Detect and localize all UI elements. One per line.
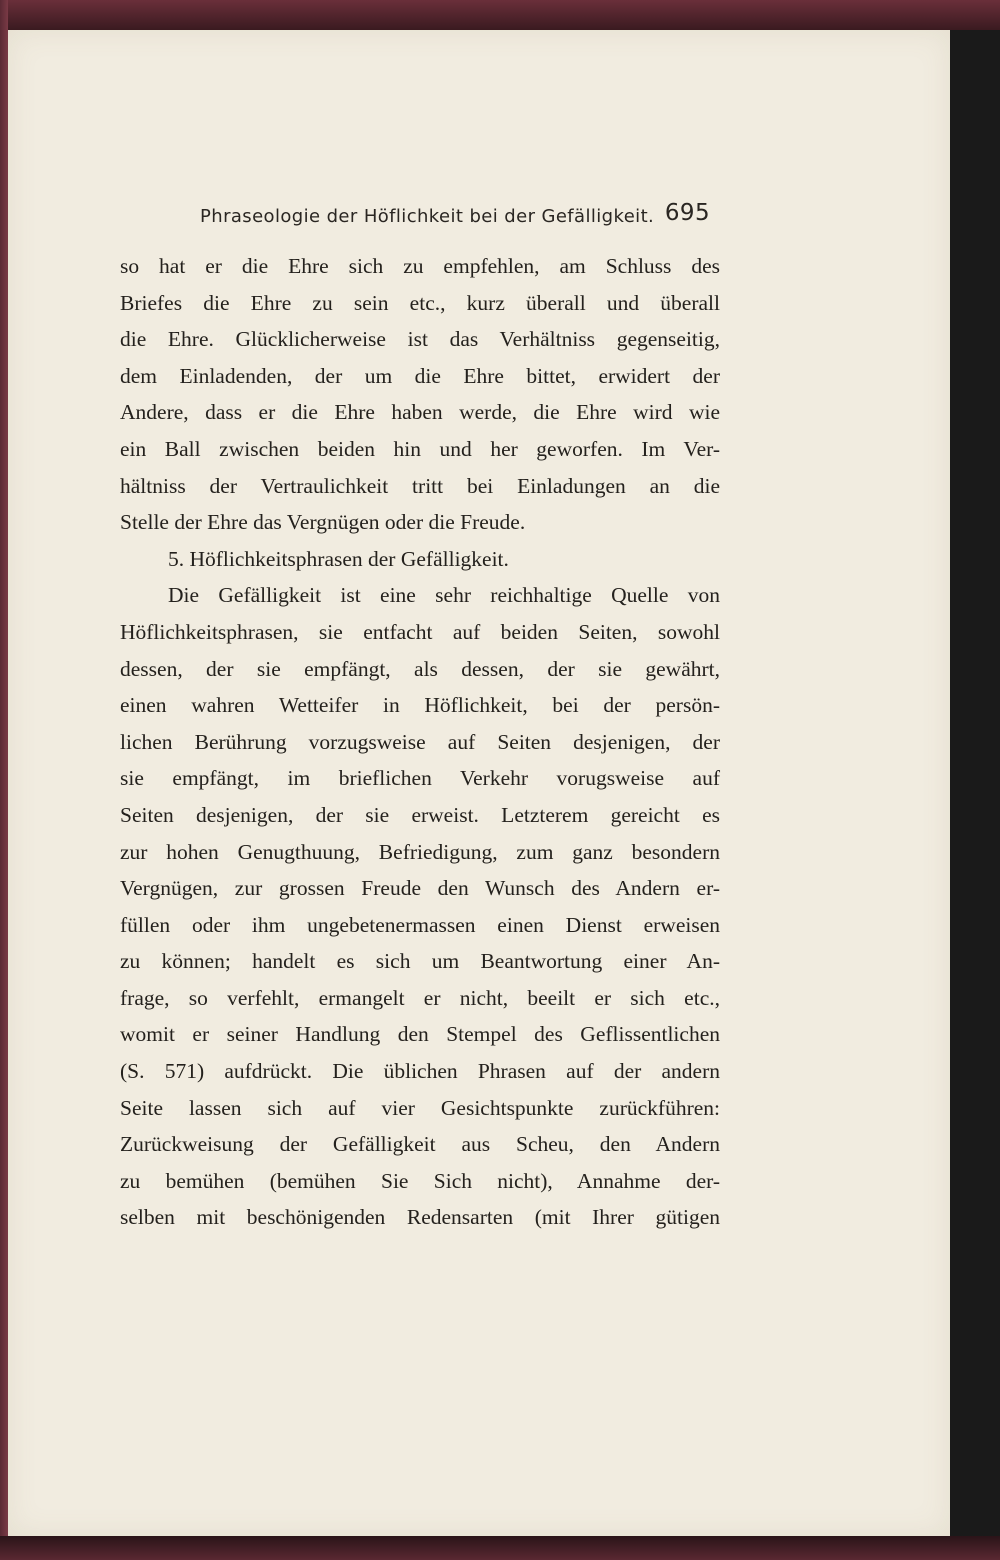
- section-heading: 5. Höflichkeitsphrasen der Gefälligkeit.: [168, 546, 509, 571]
- text-line: füllen oder ihm ungebetenermassen einen Dienst erweisen: [120, 912, 720, 937]
- text-line: Briefes die Ehre zu sein etc., kurz überall und überall: [120, 290, 720, 315]
- running-head-title: Phraseologie der Höflichkeit bei der Gefälligkeit.: [200, 206, 655, 227]
- text-line: womit er seiner Handlung den Stempel des Geflissentlichen: [120, 1022, 720, 1047]
- text-line: zur hohen Genugthuung, Befriedigung, zum ganz besondern: [120, 839, 720, 864]
- text-line: einen wahren Wetteifer in Höflichkeit, bei der persön-: [120, 693, 720, 718]
- book-cover-top-edge: [0, 0, 1000, 30]
- page-number: 695: [664, 200, 710, 226]
- book-page: [8, 30, 950, 1536]
- text-line: Seite lassen sich auf vier Gesichtspunkte zurückführen:: [120, 1095, 720, 1120]
- text-line: lichen Berührung vorzugsweise auf Seiten desjenigen, der: [120, 729, 720, 754]
- text-line: hältniss der Vertraulichkeit tritt bei Einladungen an die: [120, 473, 720, 498]
- text-line: die Ehre. Glücklicherweise ist das Verhältniss gegenseitig,: [120, 327, 720, 352]
- text-line: dessen, der sie empfängt, als dessen, der sie gewährt,: [120, 656, 720, 681]
- text-line: Zurückweisung der Gefälligkeit aus Scheu, den Andern: [120, 1132, 720, 1157]
- text-line: zu bemühen (bemühen Sie Sich nicht), Annahme der-: [120, 1168, 720, 1193]
- book-cover-left-edge: [0, 0, 8, 1560]
- text-line: Die Gefälligkeit ist eine sehr reichhaltige Quelle von: [168, 583, 720, 608]
- text-line: Vergnügen, zur grossen Freude den Wunsch des Andern er-: [120, 876, 720, 901]
- book-cover-bottom-edge: [0, 1536, 1000, 1560]
- text-line: Stelle der Ehre das Vergnügen oder die Freude.: [120, 510, 526, 535]
- text-line: Andere, dass er die Ehre haben werde, die Ehre wird wie: [120, 400, 720, 425]
- text-line: Seiten desjenigen, der sie erweist. Letzterem gereicht es: [120, 802, 720, 827]
- text-line: selben mit beschönigenden Redensarten (mit Ihrer gütigen: [120, 1205, 720, 1230]
- text-line: zu können; handelt es sich um Beantwortung einer An-: [120, 949, 720, 974]
- text-line: sie empfängt, im brieflichen Verkehr vorugsweise auf: [120, 766, 720, 791]
- body-text: [120, 248, 720, 1236]
- text-line: so hat er die Ehre sich zu empfehlen, am Schluss des: [120, 254, 720, 278]
- text-line: (S. 571) aufdrückt. Die üblichen Phrasen auf der andern: [120, 1059, 720, 1084]
- text-line: frage, so verfehlt, ermangelt er nicht, beeilt er sich etc.,: [120, 985, 720, 1010]
- text-line: dem Einladenden, der um die Ehre bittet, erwidert der: [120, 363, 720, 388]
- text-line: ein Ball zwischen beiden hin und her geworfen. Im Ver-: [120, 436, 720, 461]
- text-line: Höflichkeitsphrasen, sie entfacht auf beiden Seiten, sowohl: [120, 619, 720, 644]
